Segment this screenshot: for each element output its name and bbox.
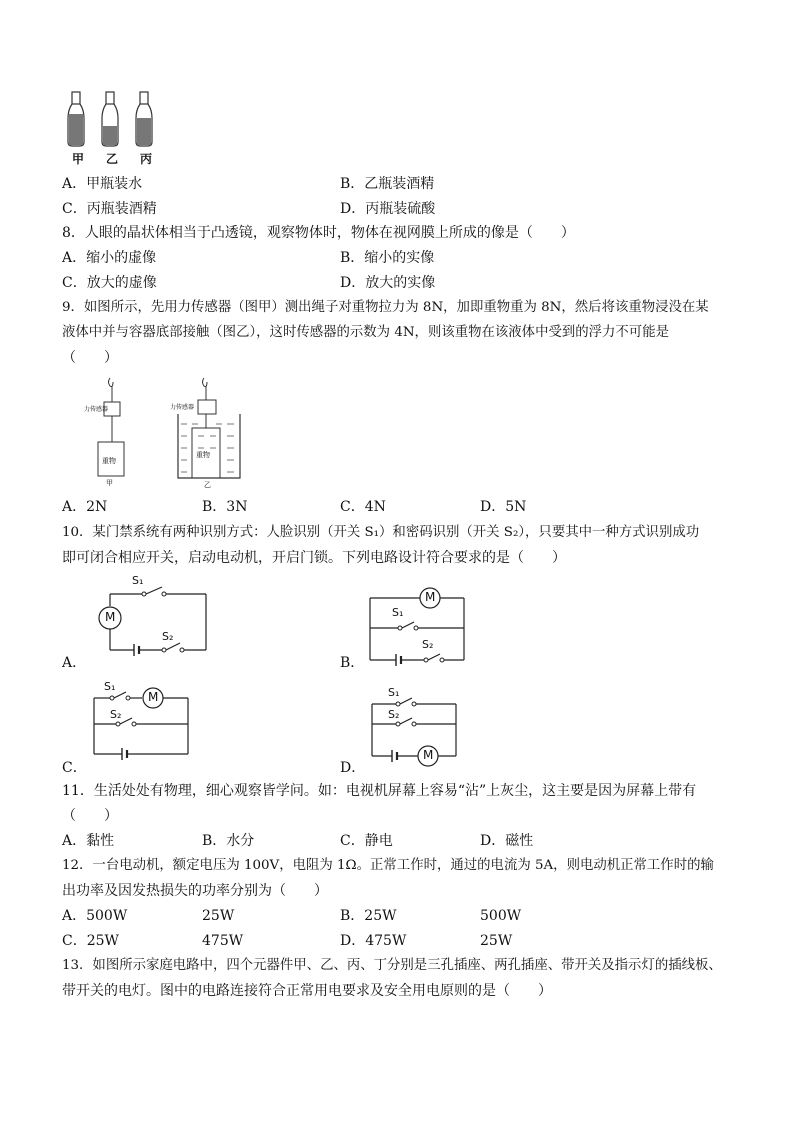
q12-option-d-heat: 25W [480, 933, 513, 949]
q9-option-b[interactable]: B．3N [202, 499, 248, 515]
q12-option-a-output[interactable]: A．500W [62, 908, 128, 924]
q13-stem-line1: 13．如图所示家庭电路中，四个元器件甲、乙、丙、丁分别是三孔插座、两孔插座、带开关及指示灯的插线板、 [62, 958, 722, 973]
circuit-b [364, 584, 474, 664]
s2-label-c: S₂ [110, 708, 122, 721]
q11-option-a[interactable]: A．黏性 [62, 833, 115, 849]
fig-label-jia: 甲 [106, 479, 113, 487]
force-sensor-drawing [86, 374, 256, 489]
q10-option-c[interactable]: C． [62, 760, 87, 776]
q8-option-c[interactable]: C．放大的虚像 [62, 275, 157, 291]
q8-option-b[interactable]: B．缩小的实像 [340, 250, 435, 266]
motor-label-b: M [425, 590, 436, 604]
s1-label-a: S₁ [132, 574, 144, 587]
bottle-jia [68, 92, 84, 146]
q12-stem-line2: 出功率及因发热损失的功率分别为（ ） [62, 883, 328, 899]
q8-option-d[interactable]: D．放大的实像 [340, 275, 436, 291]
q10-option-a[interactable]: A． [62, 655, 87, 671]
circuit-d [368, 686, 478, 770]
q12-option-c-heat: 475W [202, 933, 244, 949]
q8-stem: 8．人眼的晶状体相当于凸透镜，观察物体时，物体在视网膜上所成的像是（ ） [62, 225, 575, 241]
s2-label-b: S₂ [422, 638, 434, 651]
q7-option-a[interactable]: A．甲瓶装水 [62, 176, 143, 192]
circuit-c [90, 680, 200, 760]
motor-label-a: M [105, 610, 116, 624]
q11-option-d[interactable]: D．磁性 [480, 833, 534, 849]
q11-option-b[interactable]: B．水分 [202, 833, 255, 849]
s1-label-b: S₁ [392, 606, 404, 619]
q9-option-d[interactable]: D．5N [480, 499, 527, 515]
q12-option-a-heat: 25W [202, 908, 235, 924]
s1-label-c: S₁ [104, 680, 116, 693]
motor-label-c: M [148, 690, 159, 704]
s2-label-a: S₂ [162, 630, 174, 643]
q10-option-b[interactable]: B． [340, 655, 365, 671]
q9-option-a[interactable]: A．2N [62, 499, 108, 515]
motor-label-d: M [423, 748, 434, 762]
circuit-a [96, 574, 216, 656]
bottle-label-yi: 乙 [106, 152, 119, 166]
weight-label-jia: 重物 [102, 457, 116, 465]
q8-option-a[interactable]: A．缩小的虚像 [62, 250, 157, 266]
q9-stem-line3: （ ） [62, 350, 118, 366]
weight-label-yi: 重物 [196, 451, 210, 459]
q9-stem-line2: 液体中并与容器底部接触（图乙），这时传感器的示数为 4N，则该重物在该液体中受到的浮力不可能是 [62, 325, 669, 340]
q12-option-c-output[interactable]: C．25W [62, 933, 119, 949]
q10-stem-line1: 10．某门禁系统有两种识别方式：人脸识别（开关 S₁）和密码识别（开关 S₂），只要其中一种方式识别成功 [62, 525, 700, 540]
sensor-label-yi: 力传感器 [170, 404, 195, 411]
s2-label-d: S₂ [388, 708, 400, 721]
q7-option-d[interactable]: D．丙瓶装硫酸 [340, 201, 436, 217]
bottles-figure [62, 88, 162, 168]
force-sensor-figure [86, 374, 256, 489]
s1-label-d: S₁ [388, 686, 400, 699]
q7-option-c[interactable]: C．丙瓶装酒精 [62, 201, 157, 217]
q11-stem-line1: 11．生活处处有物理，细心观察皆学问。如：电视机屏幕上容易“沾”上灰尘，这主要是因为屏幕上带有 [62, 783, 697, 799]
bottle-bing [136, 92, 152, 146]
q12-option-b-output[interactable]: B．25W [340, 908, 397, 924]
q10-stem-line2: 即可闭合相应开关，启动电动机，开启门锁。下列电路设计符合要求的是（ ） [62, 550, 566, 566]
q7-option-b[interactable]: B．乙瓶装酒精 [340, 176, 435, 192]
q12-option-b-heat: 500W [480, 908, 522, 924]
bottle-label-jia: 甲 [72, 152, 85, 166]
q11-option-c[interactable]: C．静电 [340, 833, 393, 849]
q12-stem-line1: 12．一台电动机，额定电压为 100V，电阻为 1Ω。正常工作时，通过的电流为 5A，则电动机正常工作时的输 [62, 858, 714, 873]
q9-option-c[interactable]: C．4N [340, 499, 386, 515]
sensor-label-jia: 力传感器 [84, 406, 109, 413]
q10-option-d[interactable]: D． [340, 760, 366, 776]
q12-option-d-output[interactable]: D．475W [340, 933, 407, 949]
q9-stem-line1: 9．如图所示，先用力传感器（图甲）测出绳子对重物拉力为 8N，加即重物重为 8N，然后将该重物浸没在某 [62, 300, 709, 315]
q11-stem-line2: （ ） [62, 808, 118, 824]
fig-label-yi: 乙 [204, 481, 211, 489]
q13-stem-line2: 带开关的电灯。图中的电路连接符合正常用电要求及安全用电原则的是（ ） [62, 983, 552, 999]
bottle-label-bing: 丙 [140, 152, 153, 166]
bottle-yi [102, 92, 118, 146]
